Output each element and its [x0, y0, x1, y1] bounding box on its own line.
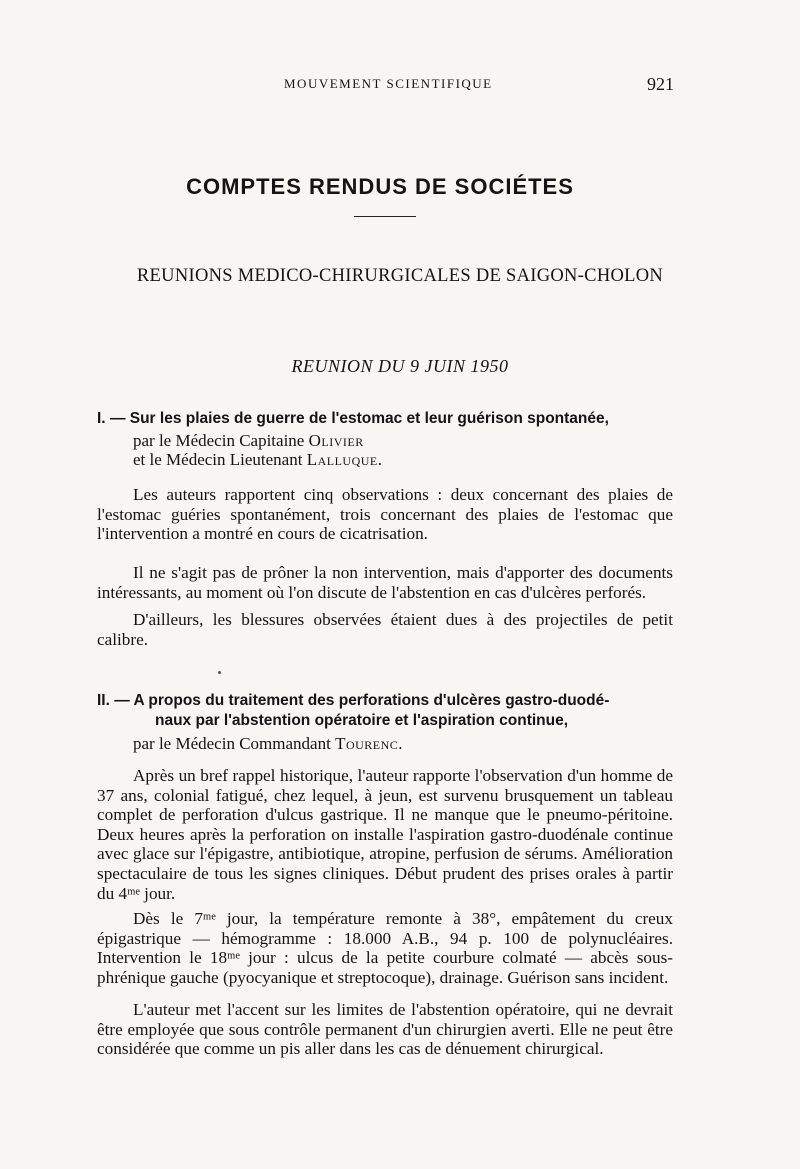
- article-1-paragraph: Il ne s'agit pas de prôner la non intervention, mais d'apporter des documents intéressants, au moment où l'on discute de l'abstention en cas d'ulcères perforés.: [97, 563, 673, 602]
- article-1-byline-1: par le Médecin Capitaine Olivier: [133, 431, 364, 450]
- article-1-numeral: I.: [97, 410, 106, 427]
- article-1-byline-2: et le Médecin Lieutenant Lalluque.: [133, 450, 382, 469]
- article-1-dash: —: [109, 410, 126, 427]
- print-speck: [218, 671, 221, 674]
- author-name: Olivier: [308, 431, 364, 450]
- article-2-title-line-2: naux par l'abstention opératoire et l'aspiration continue,: [155, 712, 569, 729]
- article-2-paragraph: Dès le 7ᵐᵉ jour, la température remonte à 38°, empâtement du creux épigastrique — hémogramme : 18.000 A.B., 94 p. 100 de polynucléaires. Intervention le 18ᵐᵉ jour : ulcus de la petite courbure colmaté — abcès sous-phrénique gauche (pyocyanique et streptocoque), drainage. Guérison sans incident.: [97, 909, 673, 987]
- article-2-byline: par le Médecin Commandant Tourenc.: [133, 734, 403, 753]
- article-2-dash: —: [114, 692, 130, 709]
- author-name: Tourenc: [335, 734, 399, 753]
- title-divider: [354, 216, 416, 217]
- meeting-date-heading: REUNION DU 9 JUIN 1950: [291, 356, 509, 376]
- section-subtitle: REUNIONS MEDICO-CHIRURGICALES DE SAIGON-CHOLON: [136, 266, 664, 286]
- article-2-paragraph: Après un bref rappel historique, l'auteur rapporte l'observation d'un homme de 37 ans, colonial fatigué, chez lequel, à jeun, est survenu brusquement un tableau complet de perforation d'ulcus gastrique. Il ne manque que le pneumo-péritoine. Deux heures après la perforation on installe l'aspiration gastro-duodénale continue avec glace sur l'épigastre, antibiotique, atropine, perfusion de sérums. Amélioration spectaculaire de tous les signes cliniques. Début prudent des prises orales à partir du 4ᵐᵉ jour.: [97, 766, 673, 903]
- running-header: [0, 74, 800, 98]
- article-1-heading: [97, 409, 687, 429]
- author-name: Lalluque: [306, 450, 378, 469]
- article-2-numeral: II.: [97, 692, 110, 709]
- page-title: COMPTES RENDUS DE SOCIÉTES: [186, 174, 574, 199]
- article-2-title-line-1: A propos du traitement des perforations d'ulcères gastro-duodé-: [133, 692, 610, 709]
- article-2-heading: [97, 691, 687, 731]
- article-1-paragraph: D'ailleurs, les blessures observées étaient dues à des projectiles de petit calibre.: [97, 610, 673, 649]
- article-1-title: Sur les plaies de guerre de l'estomac et leur guérison spontanée,: [129, 410, 609, 427]
- page-number: 921: [647, 74, 674, 94]
- article-1-paragraph: Les auteurs rapportent cinq observations : deux concernant des plaies de l'estomac guéries spontanément, trois concernant des plaies de l'estomac que l'intervention a montré en cours de cicatrisation.: [97, 485, 673, 544]
- running-title: MOUVEMENT SCIENTIFIQUE: [284, 76, 493, 91]
- article-2-paragraph: L'auteur met l'accent sur les limites de l'abstention opératoire, qui ne devrait être employée que sous contrôle permanent d'un chirurgien averti. Elle ne peut être considérée que comme un pis aller dans les cas de dénuement chirurgical.: [97, 1000, 673, 1059]
